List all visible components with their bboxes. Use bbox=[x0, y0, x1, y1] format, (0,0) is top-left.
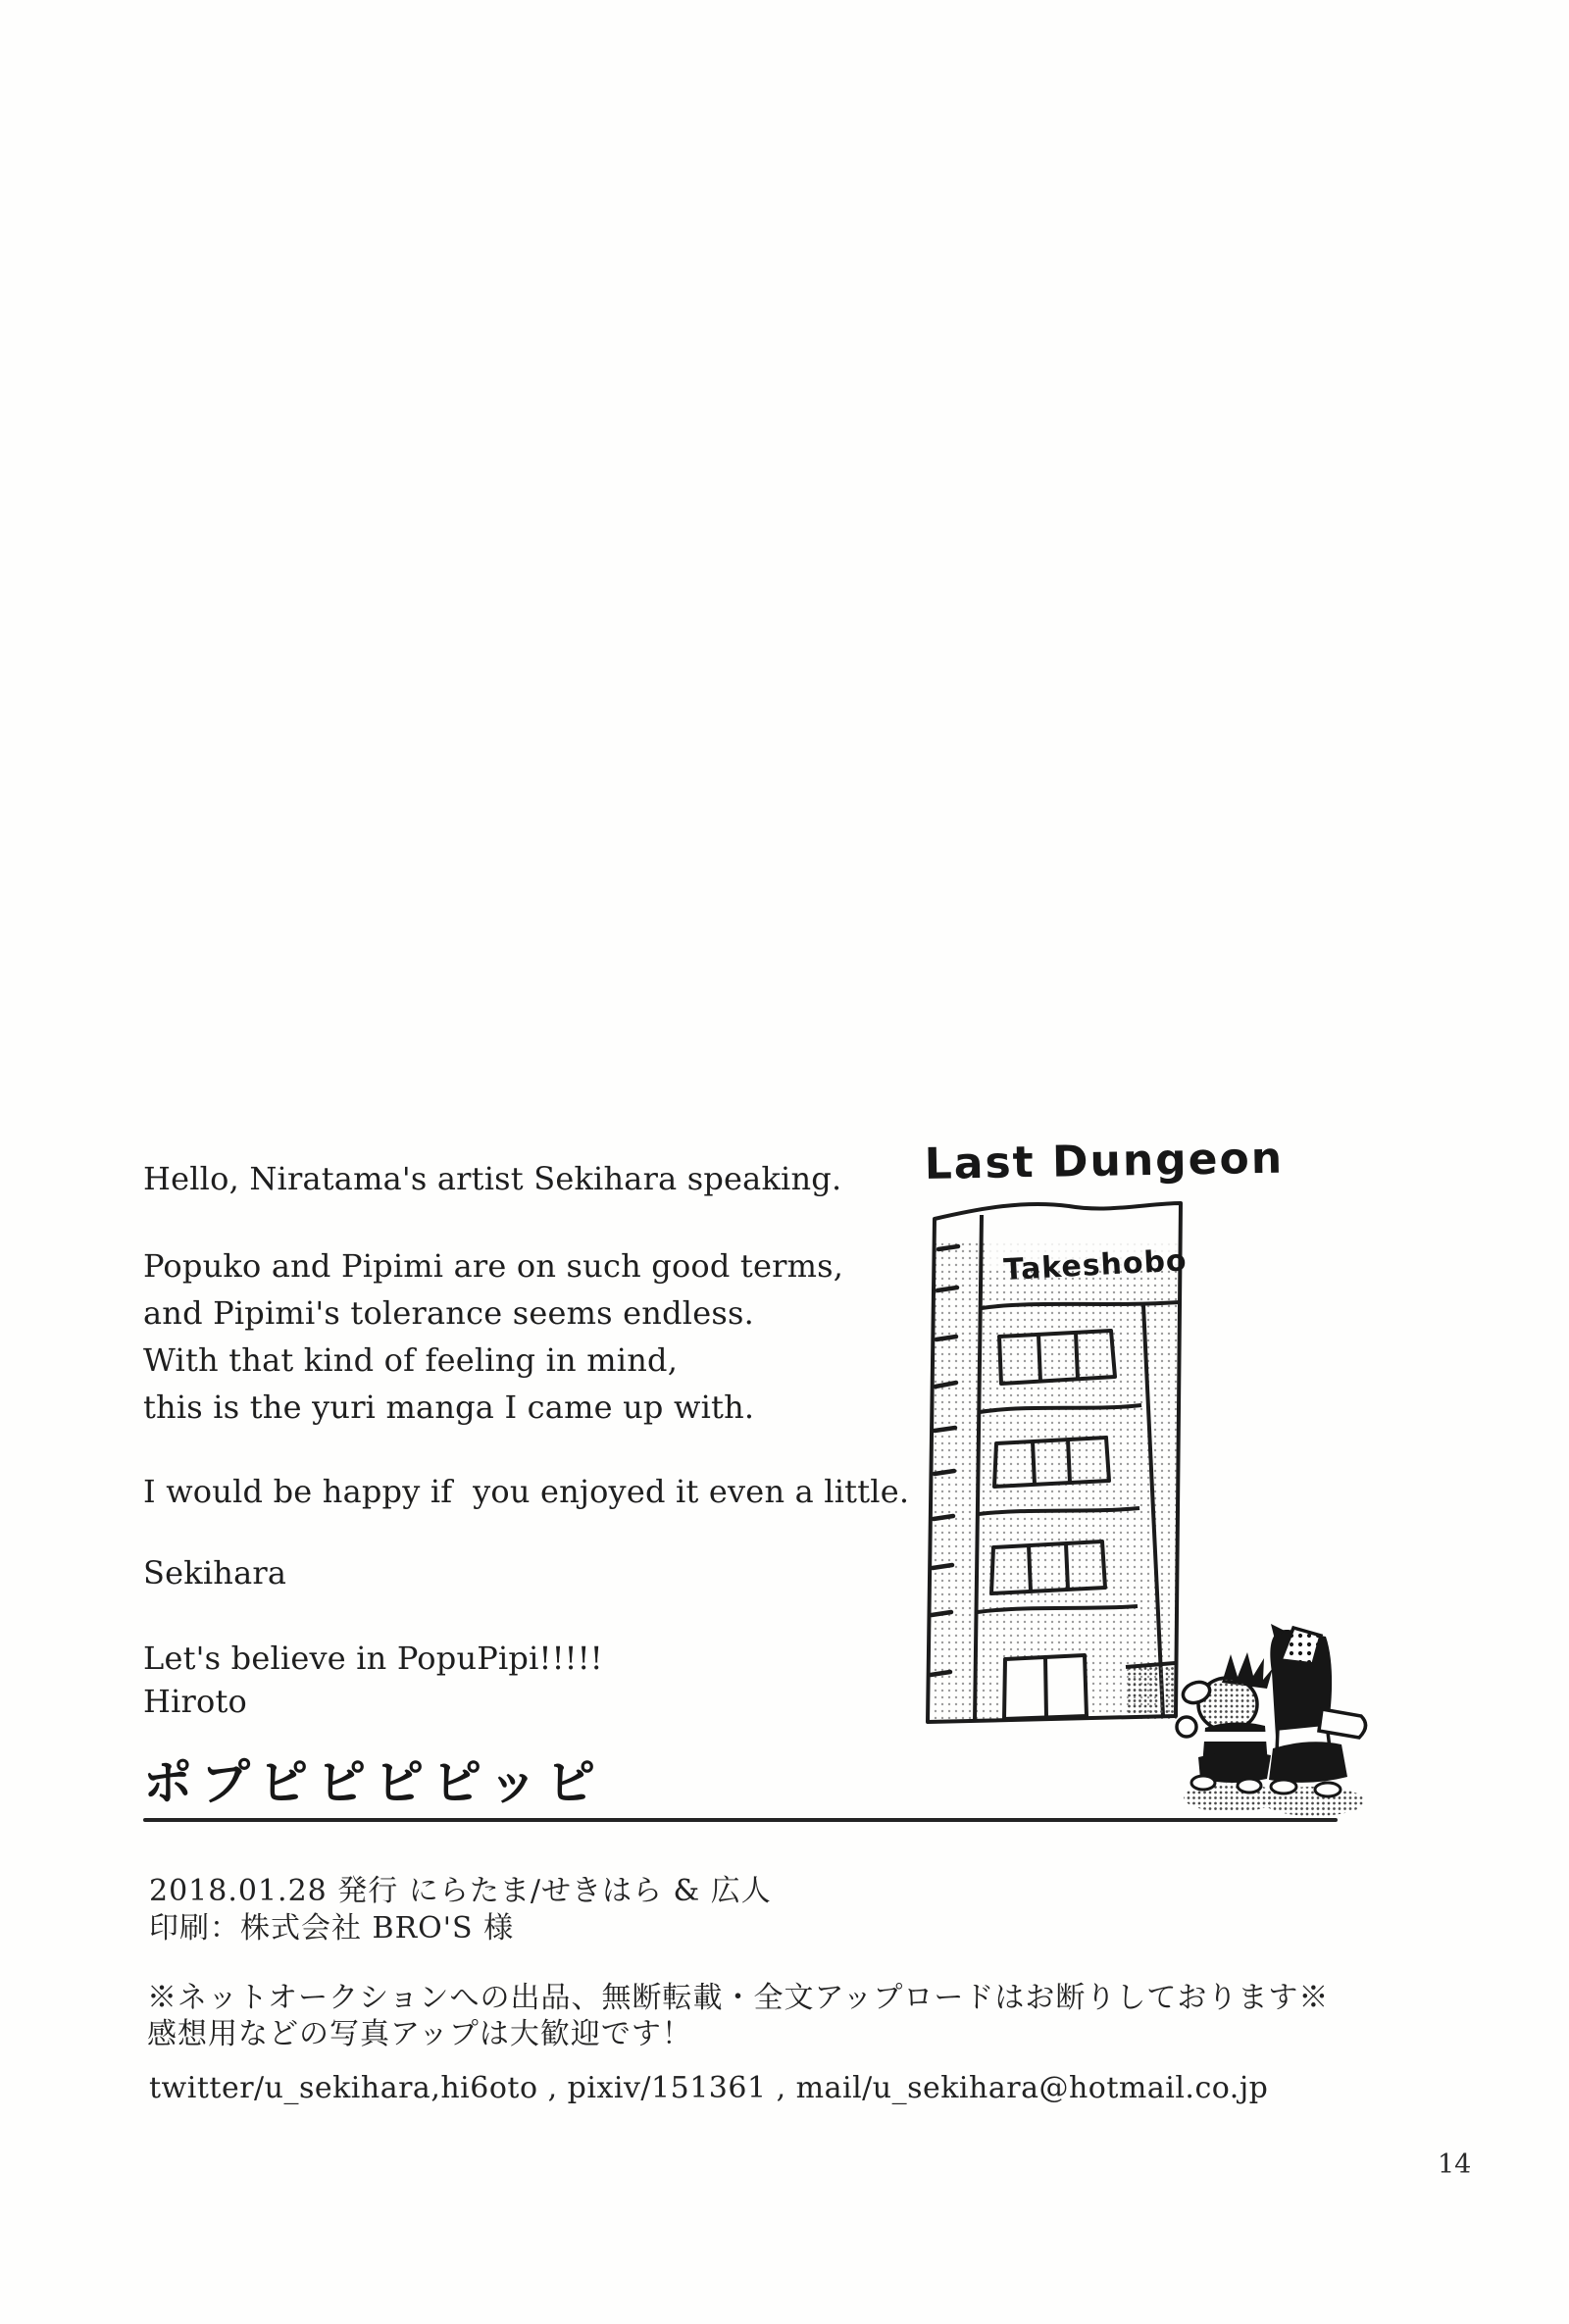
colophon-publication: 2018.01.28 発行 にらたま/せきはら & 広人 bbox=[149, 1874, 772, 1908]
page-number: 14 bbox=[1438, 2149, 1472, 2180]
building-door bbox=[1004, 1655, 1087, 1719]
colophon-notice-line2: 感想用などの写真アップは大歓迎です！ bbox=[147, 2017, 692, 2051]
character-pipimi bbox=[1269, 1624, 1366, 1796]
building-sketch bbox=[883, 1113, 1392, 1829]
pipimi-foot-right bbox=[1315, 1783, 1341, 1796]
building-sign-takeshobo: Takeshobo bbox=[1002, 1243, 1189, 1288]
popuko-foot-right bbox=[1238, 1779, 1261, 1793]
colophon-notice-line1: ※ネットオークションへの出品、無断転載・全文アップロードはお断りしております※ bbox=[147, 1981, 1330, 2015]
building-bottom-right-block bbox=[1126, 1663, 1175, 1715]
afterword-closing: I would be happy if you enjoyed it even a little. bbox=[143, 1473, 910, 1510]
afterword-paragraph-line: Popuko and Pipimi are on such good terms, bbox=[143, 1247, 844, 1285]
afterword-message-hiroto: Let's believe in PopuPipi!!!!! bbox=[143, 1640, 603, 1677]
afterword-paragraph-line: With that kind of feeling in mind, bbox=[143, 1341, 679, 1379]
afterword-signature-hiroto: Hiroto bbox=[143, 1683, 248, 1720]
doujin-title: ポプピピピピッピ bbox=[143, 1754, 604, 1811]
afterword-paragraph-line: this is the yuri manga I came up with. bbox=[143, 1389, 755, 1426]
popuko-obi-band bbox=[1203, 1732, 1268, 1742]
sketch-caption-last-dungeon: Last Dungeon bbox=[924, 1133, 1285, 1189]
character-popuko bbox=[1177, 1652, 1273, 1793]
popuko-foot-left bbox=[1191, 1776, 1215, 1790]
pipimi-carried-bundle bbox=[1319, 1709, 1366, 1738]
afterword-greeting: Hello, Niratama's artist Sekihara speaking. bbox=[143, 1160, 842, 1197]
pipimi-skirt bbox=[1269, 1742, 1347, 1783]
colophon-contact: twitter/u_sekihara,hi6oto , pixiv/151361 , mail/u_sekihara@hotmail.co.jp bbox=[149, 2071, 1269, 2105]
popuko-hand bbox=[1177, 1717, 1196, 1737]
afterword-signature-sekihara: Sekihara bbox=[143, 1554, 287, 1591]
building-halftone-shading bbox=[931, 1241, 1178, 1719]
afterword-paragraph-line: and Pipimi's tolerance seems endless. bbox=[143, 1294, 754, 1332]
pipimi-foot-left bbox=[1271, 1780, 1296, 1794]
colophon-printer: 印刷：株式会社 BRO'S 様 bbox=[149, 1911, 515, 1945]
